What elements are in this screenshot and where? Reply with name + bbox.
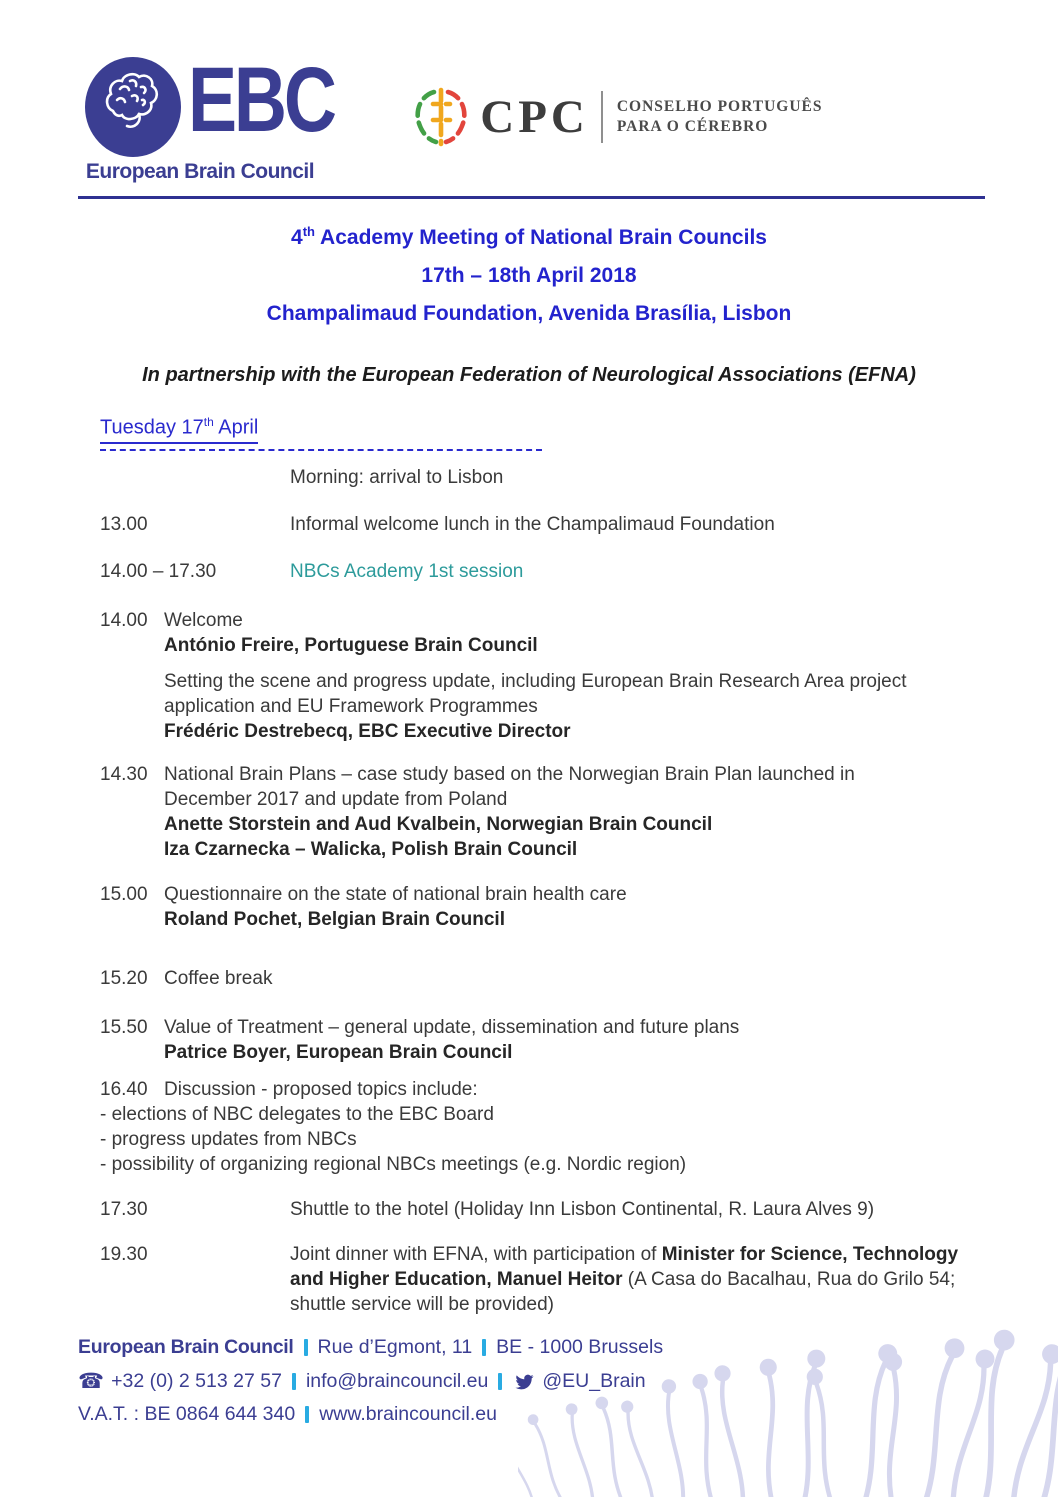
separator-bar [305,1406,309,1423]
discussion-bullet: - possibility of organizing regional NBCs meetings (e.g. Nordic region) [100,1153,687,1175]
schedule-row-1730 [100,1197,988,1222]
speaker: Patrice Boyer, European Brain Council [164,1041,513,1063]
footer-address: Rue d’Egmont, 11 [317,1336,473,1358]
speaker: Roland Pochet, Belgian Brain Council [164,908,505,930]
event-description: Setting the scene and progress update, including European Brain Research Area project application and EU Framework Programmes [164,670,907,717]
partnership-line: In partnership with the European Federation of Neurological Associations (EFNA) [142,364,916,386]
time-cell: 14.30 [100,763,148,785]
phone-icon: ☎ [78,1369,105,1393]
session-title: NBCs Academy 1st session [290,560,524,582]
footer-line-1 [78,1336,663,1359]
time-cell: 17.30 [100,1198,148,1220]
schedule-row-morning [100,465,988,490]
event-text: National Brain Plans – case study based on the Norwegian Brain Plan launched in December 2017 and update from Poland [164,763,855,810]
speaker: Iza Czarnecka – Walicka, Polish Brain Council [164,838,578,860]
ebc-brain-icon [84,56,182,158]
meeting-title: 4th Academy Meeting of National Brain Councils [291,224,767,249]
event-text: Shuttle to the hotel (Holiday Inn Lisbon Continental, R. Laura Alves 9) [290,1198,875,1220]
footer-line-2 [78,1369,663,1393]
footer [78,1336,663,1436]
time-cell [100,465,290,490]
meeting-venue: Champalimaud Foundation, Avenida Brasília, Lisbon [266,302,792,325]
time-cell: 14.00 [100,609,148,631]
event-text: Questionnaire on the state of national brain health care [164,883,627,905]
time-cell: 15.00 [100,883,148,905]
twitter-icon [514,1373,535,1391]
schedule-row-1640 [100,1077,988,1177]
event-text: Discussion - proposed topics include: [164,1078,478,1100]
meeting-dates: 17th – 18th April 2018 [421,264,637,287]
event-text: Morning: arrival to Lisbon [290,466,504,488]
footer-vat: V.A.T. : BE 0864 644 340 [78,1403,296,1425]
cpc-logo [410,82,822,152]
cpc-org-line2: PARA O CÉREBRO [616,118,769,135]
schedule-row-1400 [100,608,988,744]
schedule-row-1930 [100,1242,988,1317]
schedule-row-1430 [100,762,988,862]
event-text: Coffee break [164,967,273,989]
discussion-bullet: - elections of NBC delegates to the EBC Board [100,1103,494,1125]
schedule-row-1500 [100,882,988,932]
speaker: Anette Storstein and Aud Kvalbein, Norwegian Brain Council [164,813,713,835]
ebc-logo-name: European Brain Council [85,160,315,183]
event-text: Welcome [164,609,243,631]
event-text: Joint dinner with EFNA, with participation of Minister for Science, Technology and Higher Education, Manuel Heitor (A Casa do Bacalhau, Rua do Grilo 54; shuttle service will be provided) [290,1243,959,1315]
separator-bar [304,1339,308,1356]
separator-bar [292,1373,296,1390]
cpc-acronym: CPC [480,91,589,143]
event-text: Value of Treatment – general update, dissemination and future plans [164,1016,740,1038]
discussion-bullet: - progress updates from NBCs [100,1128,357,1150]
separator-bar [482,1339,486,1356]
schedule-row-session [100,559,988,584]
time-cell: 16.40 [100,1078,148,1100]
footer-phone: +32 (0) 2 513 27 57 [111,1369,282,1392]
dinner-guest: Minister for Science, Technology and Higher Education, Manuel Heitor [290,1243,959,1290]
speaker: António Freire, Portuguese Brain Council [164,634,538,656]
time-cell: 15.50 [100,1016,148,1038]
schedule-row-1520 [100,966,988,991]
footer-twitter-handle[interactable]: @EU_Brain [542,1369,646,1392]
schedule-row-1300 [100,512,988,537]
time-cell: 13.00 [100,513,148,535]
footer-line-3 [78,1403,663,1426]
time-cell: 19.30 [100,1243,148,1265]
time-cell: 15.20 [100,967,148,989]
cpc-brain-icon [410,82,470,152]
footer-city: BE - 1000 Brussels [496,1336,664,1358]
footer-email[interactable]: info@braincouncil.eu [305,1369,489,1392]
ebc-logo [84,49,370,184]
cpc-divider [601,91,603,143]
cpc-org-line1: CONSELHO PORTUGUÊS [616,97,823,115]
logo-header [0,0,1058,184]
footer-org: European Brain Council [78,1336,294,1358]
time-cell: 14.00 – 17.30 [100,560,217,582]
cpc-org-name [617,97,823,138]
day-heading: Tuesday 17th April [100,415,1058,451]
schedule [100,465,988,1317]
schedule-row-1550 [100,1015,988,1065]
title-block [0,224,1058,326]
speaker: Frédéric Destrebecq, EBC Executive Director [164,720,571,742]
header-rule [78,196,985,199]
separator-bar [498,1373,502,1390]
event-text: Informal welcome lunch in the Champalimaud Foundation [290,513,775,535]
ebc-acronym: EBC [188,49,334,151]
footer-website[interactable]: www.braincouncil.eu [319,1403,497,1425]
